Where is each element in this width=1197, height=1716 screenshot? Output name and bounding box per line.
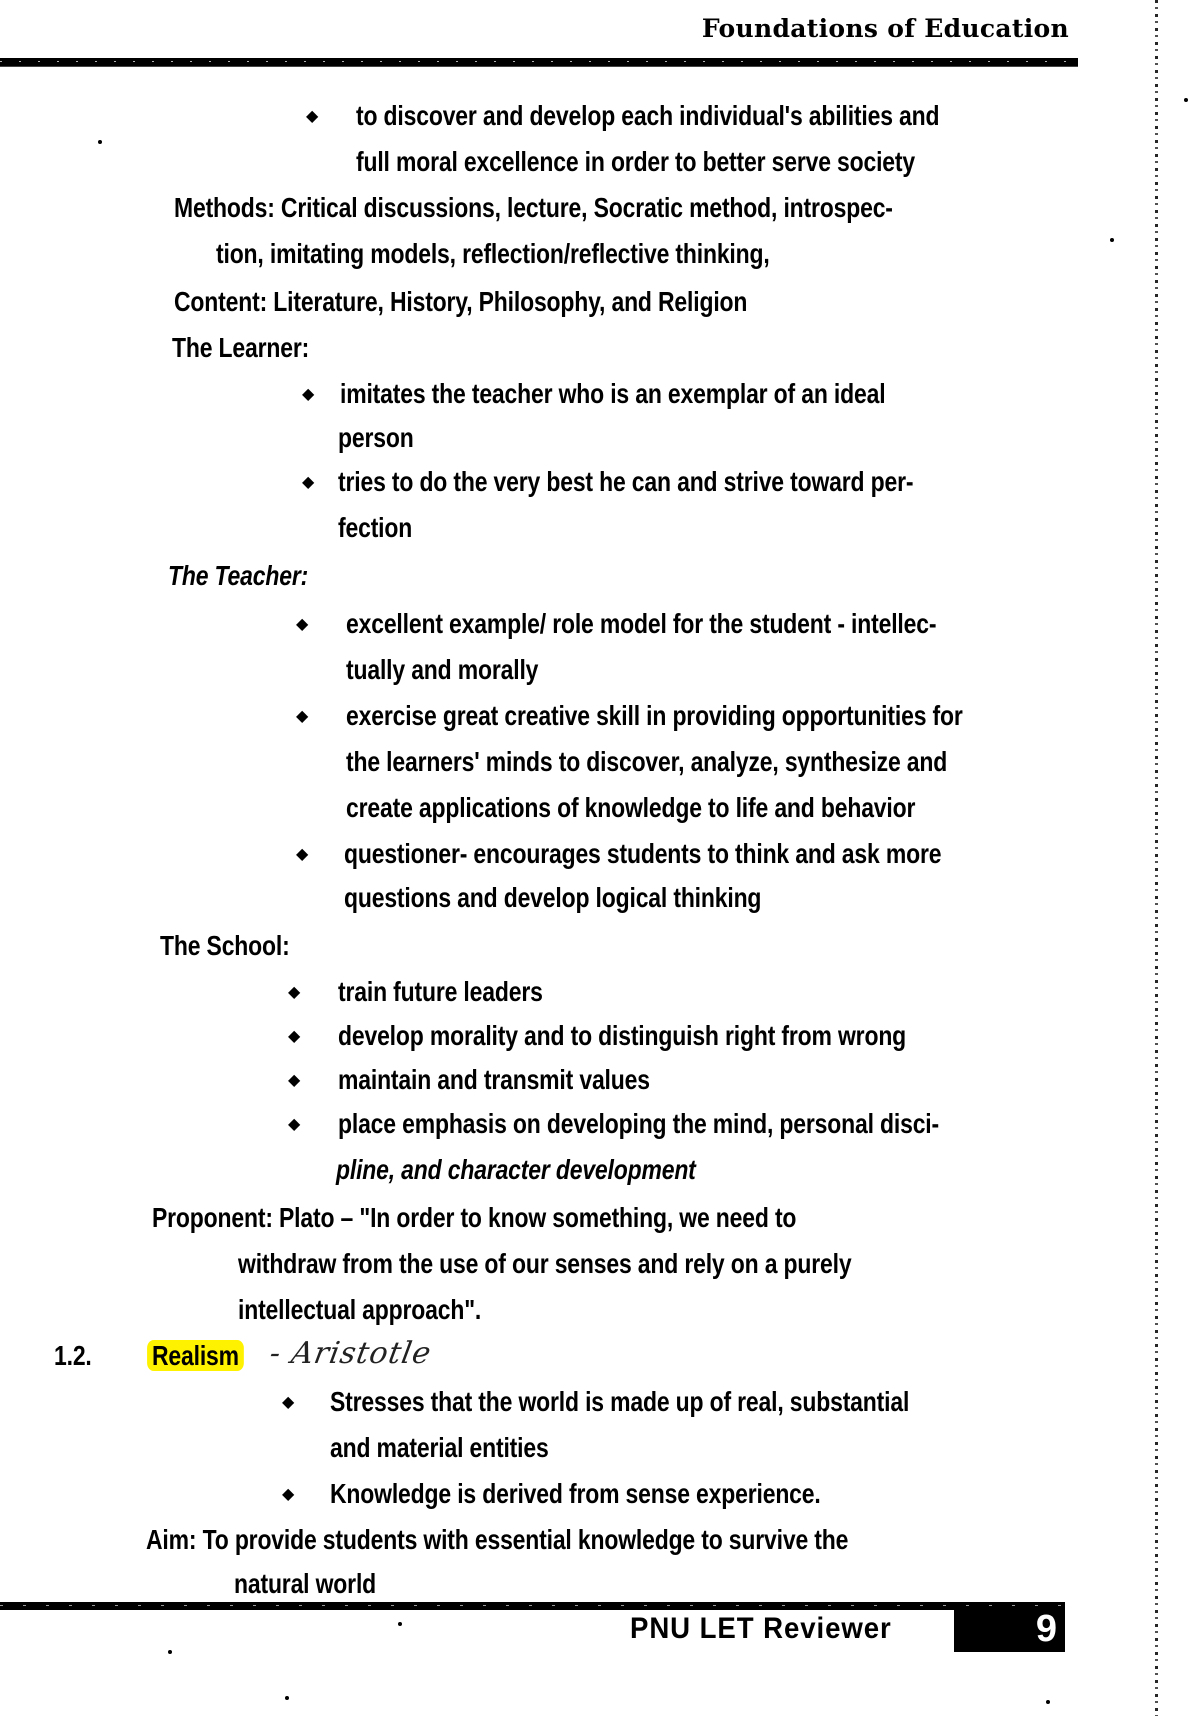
teacher-bullet-line: questions and develop logical thinking (344, 882, 762, 913)
page-number-box (954, 1610, 1065, 1652)
realism-aim-text: natural world (234, 1568, 377, 1599)
bullet-icon: ◆ (288, 1114, 301, 1133)
bullet-icon: ◆ (282, 1392, 295, 1411)
running-header-title: Foundations of Education (701, 14, 1069, 43)
handwritten-annotation: - Aristotle (266, 1336, 435, 1371)
teacher-bullet-line: create applications of knowledge to life and behavior (346, 792, 916, 823)
teacher-bullet-line: exercise great creative skill in providing opportunities for (346, 700, 963, 731)
footer-label: PNU LET Reviewer (630, 1612, 892, 1645)
methods-text: tion, imitating models, reflection/reflective thinking, (216, 238, 770, 269)
learner-bullet-line: imitates the teacher who is an exemplar of an ideal (340, 378, 886, 409)
aim-bullet-line: full moral excellence in order to better serve society (356, 146, 915, 177)
realism-aim-text: Aim: To provide students with essential knowledge to survive the (146, 1524, 849, 1555)
bullet-icon: ◆ (288, 1070, 301, 1089)
scan-speck (1046, 1700, 1050, 1704)
scan-speck (1110, 238, 1114, 242)
bullet-icon: ◆ (296, 614, 309, 633)
teacher-bullet-line: questioner- encourages students to think and ask more (344, 838, 942, 869)
scan-speck (398, 1622, 402, 1626)
scan-speck (98, 140, 102, 144)
learner-bullet-line: fection (338, 512, 413, 543)
school-bullet-line: place emphasis on developing the mind, personal disci- (338, 1108, 940, 1139)
proponent-text: intellectual approach". (238, 1294, 482, 1325)
bullet-icon: ◆ (282, 1484, 295, 1503)
learner-bullet-line: person (338, 422, 414, 453)
teacher-bullet-line: the learners' minds to discover, analyze, synthesize and (346, 746, 948, 777)
bullet-icon: ◆ (296, 844, 309, 863)
section-number: 1.2. (54, 1340, 92, 1371)
section-title-realism (152, 1334, 244, 1378)
school-bullet-line: pline, and character development (336, 1154, 696, 1185)
teacher-bullet-line: excellent example/ role model for the student - intellec- (346, 608, 937, 639)
learner-heading: The Learner: (172, 332, 310, 363)
page-number: 9 (1035, 1608, 1057, 1650)
teacher-heading: The Teacher: (168, 560, 309, 591)
school-bullet-line: train future leaders (338, 976, 543, 1007)
learner-bullet-line: tries to do the very best he can and strive toward per- (338, 466, 914, 497)
aim-bullet-line: to discover and develop each individual's abilities and (356, 100, 940, 131)
scan-speck (1184, 98, 1188, 102)
highlighted-title: Realism (147, 1340, 244, 1371)
footer-rule (0, 1602, 1065, 1610)
bullet-icon: ◆ (306, 106, 319, 125)
methods-text: Methods: Critical discussions, lecture, Socratic method, introspec- (174, 192, 893, 223)
scan-speck (168, 1650, 172, 1654)
realism-bullet-line: and material entities (330, 1432, 549, 1463)
scan-speck (285, 1696, 289, 1700)
proponent-text: withdraw from the use of our senses and rely on a purely (238, 1248, 852, 1279)
realism-bullet-line: Knowledge is derived from sense experience. (330, 1478, 821, 1509)
content-text: Content: Literature, History, Philosophy, and Religion (174, 286, 748, 317)
header-rule (0, 58, 1078, 66)
teacher-bullet-line: tually and morally (346, 654, 539, 685)
bullet-icon: ◆ (302, 472, 315, 491)
bullet-icon: ◆ (302, 384, 315, 403)
realism-bullet-line: Stresses that the world is made up of real, substantial (330, 1386, 910, 1417)
school-bullet-line: develop morality and to distinguish right from wrong (338, 1020, 907, 1051)
school-heading: The School: (160, 930, 290, 961)
bullet-icon: ◆ (296, 706, 309, 725)
bullet-icon: ◆ (288, 982, 301, 1001)
bullet-icon: ◆ (288, 1026, 301, 1045)
scan-edge-artifact (1155, 0, 1158, 1716)
school-bullet-line: maintain and transmit values (338, 1064, 650, 1095)
proponent-text: Proponent: Plato – "In order to know something, we need to (152, 1202, 797, 1233)
